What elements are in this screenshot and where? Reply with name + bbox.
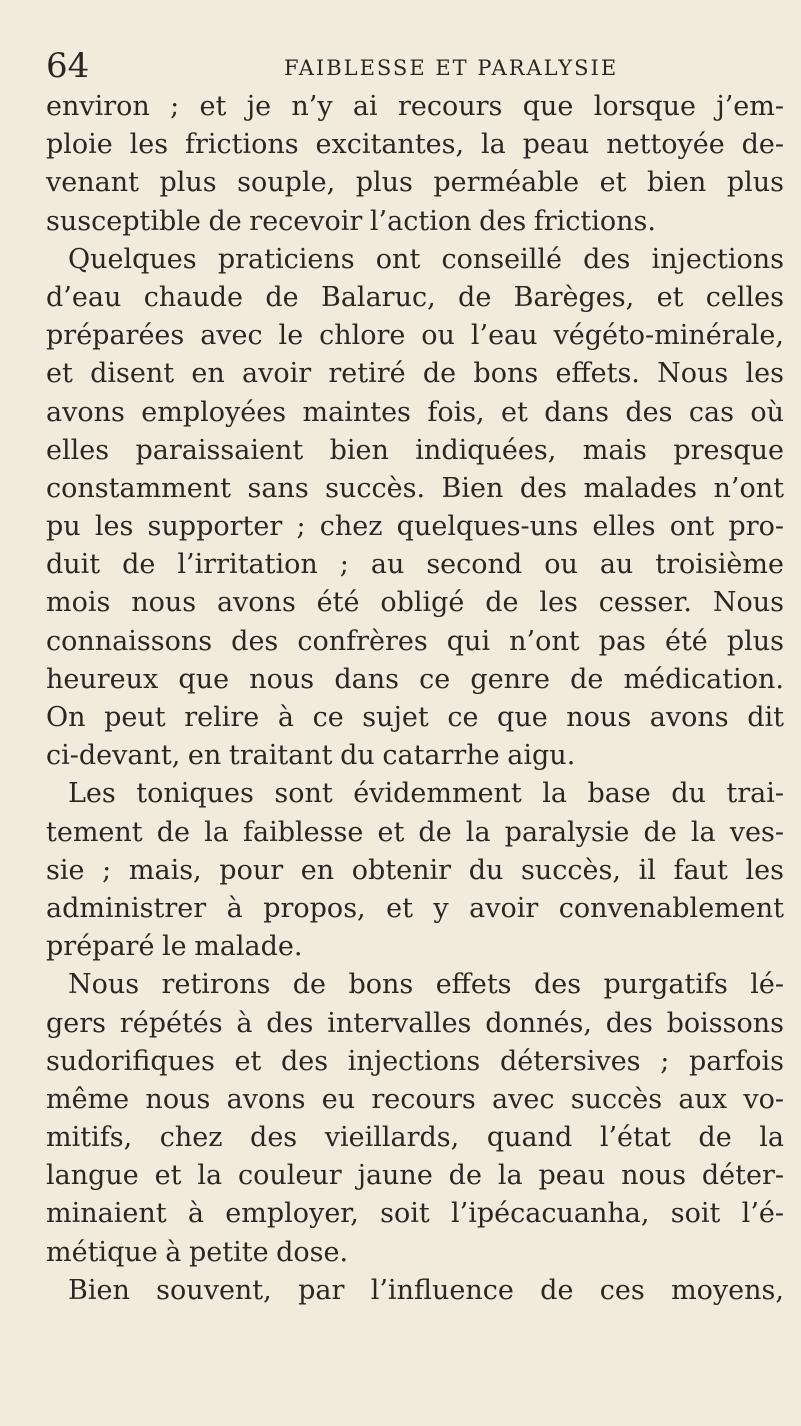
text-line: pu les supporter ; chez quelques-uns elles ont pro-: [46, 511, 784, 543]
text-line: On peut relire à ce sujet ce que nous avons dit: [46, 702, 784, 733]
text-line: susceptible de recevoir l’action des frictions.: [46, 205, 656, 237]
page-header: [46, 46, 741, 86]
text-line: sie ; mais, pour en obtenir du succès, il faut les: [46, 854, 784, 886]
text-line: Les toniques sont évidemment la base du trai-: [68, 778, 784, 810]
text-line: minaient à employer, soit l’ipécacuanha, soit l’é-: [46, 1198, 784, 1230]
text-line: gers répétés à des intervalles donnés, des boissons: [46, 1007, 784, 1039]
text-line: métique à petite dose.: [46, 1236, 349, 1268]
text-line: sudorifiques et des injections détersives ; parfois: [46, 1045, 784, 1077]
text-line: avons employées maintes fois, et dans des cas où: [46, 396, 784, 428]
page-body: [46, 88, 784, 1310]
text-line: connaissons des confrères qui n’ont pas été plus: [46, 625, 784, 657]
text-line: ci-devant, en traitant du catarrhe aigu.: [46, 740, 576, 772]
text-line: Quelques praticiens ont conseillé des injections: [68, 243, 784, 275]
text-line: environ ; et je n’y ai recours que lorsque j’em-: [46, 91, 784, 122]
text-line: mitifs, chez des vieillards, quand l’état de la: [46, 1122, 784, 1154]
text-line: même nous avons eu recours avec succès aux vo-: [46, 1083, 784, 1115]
text-line: tement de la faiblesse et de la paralysie de la ves-: [46, 816, 784, 848]
text-line: venant plus souple, plus perméable et bien plus: [46, 167, 784, 199]
text-line: heureux que nous dans ce genre de médication.: [46, 663, 784, 695]
text-line: ploie les frictions excitantes, la peau nettoyée de-: [46, 129, 784, 161]
running-title: FAIBLESSE ET PARALYSIE: [284, 56, 619, 80]
text-line: constamment sans succès. Bien des malades n’ont: [46, 472, 784, 504]
text-line: administrer à propos, et y avoir convenablement: [46, 892, 784, 924]
text-line: préparé le malade.: [46, 931, 303, 963]
text-line: langue et la couleur jaune de la peau nous déter-: [46, 1160, 784, 1192]
text-line: préparées avec le chlore ou l’eau végéto-minérale,: [46, 320, 784, 352]
text-line: d’eau chaude de Balaruc, de Barèges, et celles: [46, 281, 784, 313]
text-line: elles paraissaient bien indiquées, mais presque: [46, 434, 784, 466]
text-line: Nous retirons de bons effets des purgatifs lé-: [68, 969, 784, 1001]
text-line: Bien souvent, par l’influence de ces moyens,: [68, 1274, 784, 1306]
page-number: 64: [46, 46, 90, 86]
text-line: mois nous avons été obligé de les cesser. Nous: [46, 587, 784, 619]
text-line: duit de l’irritation ; au second ou au troisième: [46, 549, 784, 581]
text-line: et disent en avoir retiré de bons effets. Nous les: [46, 358, 784, 390]
